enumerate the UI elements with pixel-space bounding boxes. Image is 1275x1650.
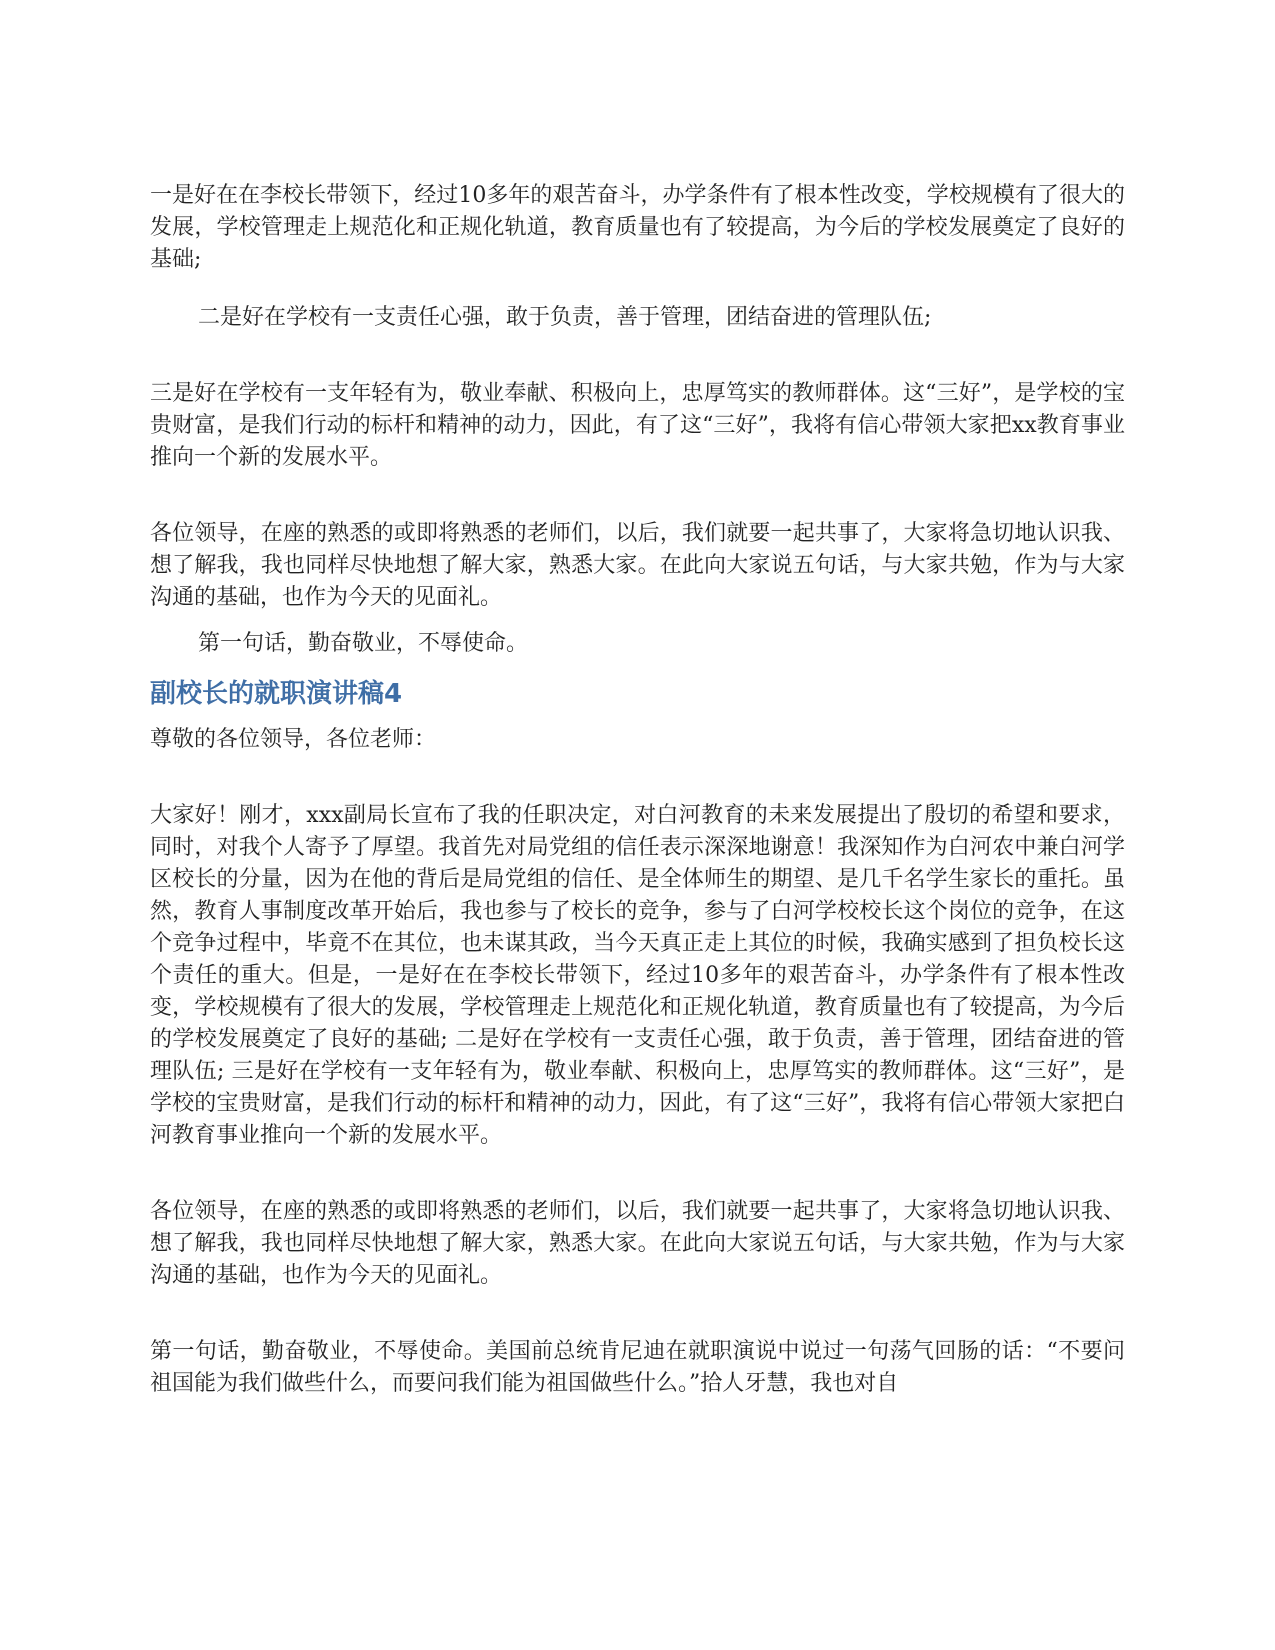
paragraph-8: 各位领导，在座的熟悉的或即将熟悉的老师们，以后，我们就要一起共事了，大家将急切地认识我、想了解我，我也同样尽快地想了解大家，熟悉大家。在此向大家说五句话，与大家共勉，作为与大家沟通的基础，也作为今天的见面礼。: [150, 1199, 1125, 1288]
section-heading: 副校长的就职演讲稿4: [150, 679, 403, 709]
paragraph-4: 各位领导，在座的熟悉的或即将熟悉的老师们，以后，我们就要一起共事了，大家将急切地认识我、想了解我，我也同样尽快地想了解大家，熟悉大家。在此向大家说五句话，与大家共勉，作为与大家沟通的基础，也作为今天的见面礼。: [150, 521, 1125, 610]
paragraph-3: 三是好在学校有一支年轻有为，敬业奉献、积极向上，忠厚笃实的教师群体。这“三好”，是学校的宝贵财富，是我们行动的标杆和精神的动力，因此，有了这“三好”，我将有信心带领大家把xx教育事业推向一个新的发展水平。: [150, 381, 1125, 470]
paragraph-9: 第一句话，勤奋敬业，不辱使命。美国前总统肯尼迪在就职演说中说过一句荡气回肠的话：“不要问祖国能为我们做些什么，而要问我们能为祖国做些什么。”拾人牙慧，我也对自: [150, 1339, 1125, 1396]
document-page: [150, 180, 1125, 1400]
paragraph-2: 二是好在学校有一支责任心强，敢于负责，善于管理，团结奋进的管理队伍;: [198, 305, 932, 330]
paragraph-7: 大家好！刚才，xxx副局长宣布了我的任职决定，对白河教育的未来发展提出了殷切的希望和要求，同时，对我个人寄予了厚望。我首先对局党组的信任表示深深地谢意！我深知作为白河农中兼白河学区校长的分量，因为在他的背后是局党组的信任、是全体师生的期望、是几千名学生家长的重托。虽然，教育人事制度改革开始后，我也参与了校长的竞争，参与了白河学校校长这个岗位的竞争，在这个竞争过程中，毕竟不在其位，也未谋其政，当今天真正走上其位的时候，我确实感到了担负校长这个责任的重大。但是，一是好在在李校长带领下，经过10多年的艰苦奋斗，办学条件有了根本性改变，学校规模有了很大的发展，学校管理走上规范化和正规化轨道，教育质量也有了较提高，为今后的学校发展奠定了良好的基础; 二是好在学校有一支责任心强，敢于负责，善于管理，团结奋进的管理队伍; 三是好在学校有一支年轻有为，敬业奉献、积极向上，忠厚笃实的教师群体。这“三好”，是学校的宝贵财富，是我们行动的标杆和精神的动力，因此，有了这“三好”，我将有信心带领大家把白河教育事业推向一个新的发展水平。: [150, 803, 1125, 1148]
salutation: 尊敬的各位领导，各位老师：: [150, 727, 437, 752]
paragraph-5: 第一句话，勤奋敬业，不辱使命。: [198, 631, 529, 656]
paragraph-1: 一是好在在李校长带领下，经过10多年的艰苦奋斗，办学条件有了根本性改变，学校规模有了很大的发展，学校管理走上规范化和正规化轨道，教育质量也有了较提高，为今后的学校发展奠定了良好的基础;: [150, 183, 1125, 272]
